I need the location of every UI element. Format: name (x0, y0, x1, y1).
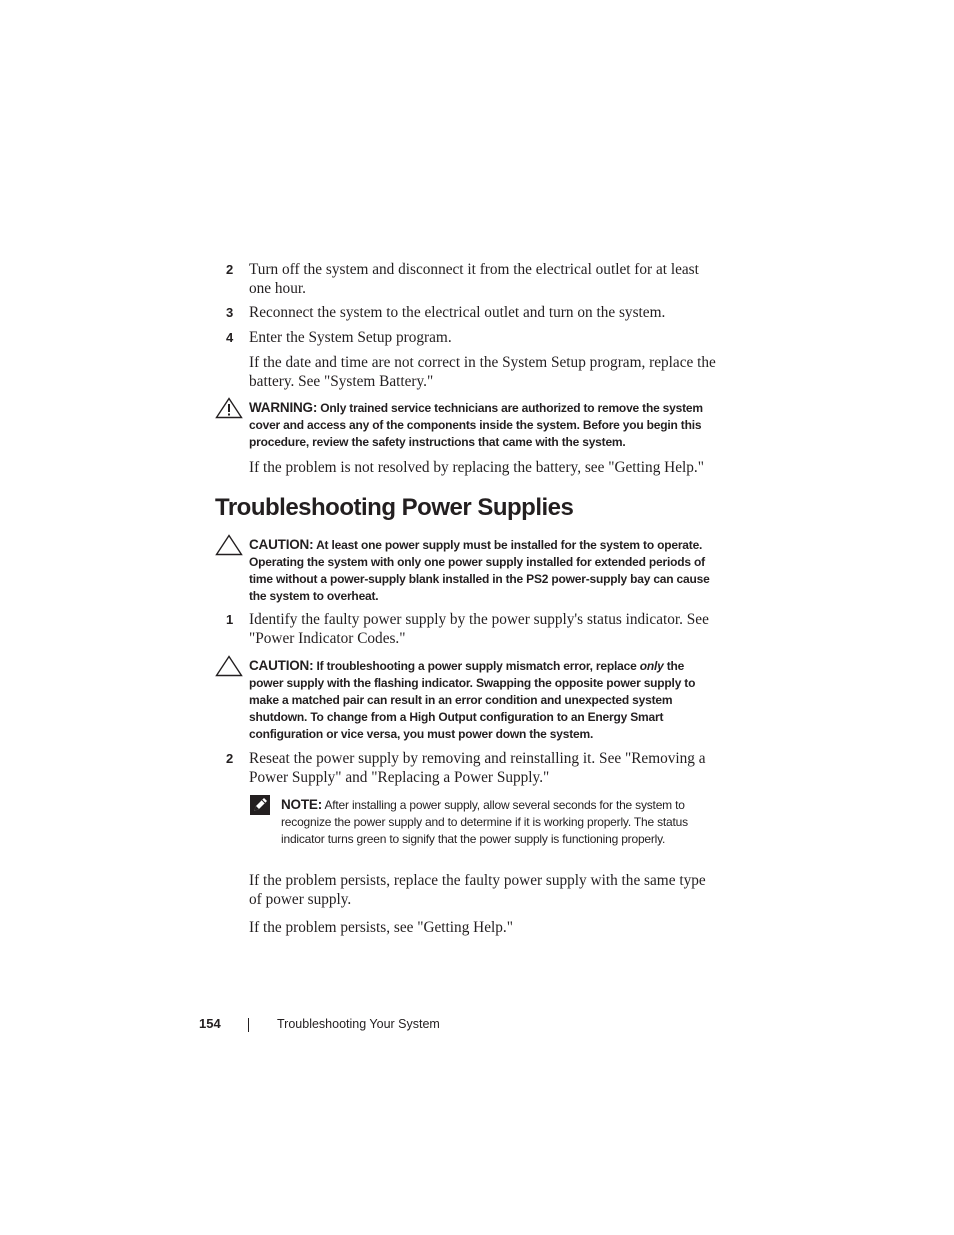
caution-text: At least one power supply must be installed for the system to operate. Operating the system with only one power supply installed for extended periods of time without a power-supply blank installed in the PS2 power-supply bay can cause the system to overheat. (249, 538, 710, 603)
step-text: Identify the faulty power supply by the power supply's status indicator. See "Power Indicator Codes." (249, 611, 709, 647)
persist-help-paragraph: If the problem persists, see "Getting Help." (249, 919, 513, 936)
step-number: 2 (226, 262, 234, 277)
caution-notice (249, 536, 717, 605)
caution-label: CAUTION: (249, 658, 314, 673)
caution-text: If troubleshooting a power supply mismatch error, replace (316, 659, 637, 673)
step-text: Reconnect the system to the electrical outlet and turn on the system. (249, 304, 666, 321)
caution-triangle-icon (215, 655, 243, 677)
step-text: Enter the System Setup program. (249, 329, 452, 346)
note-text: After installing a power supply, allow several seconds for the system to recognize the power supply and to determine if it is working properly. The status indicator turns green to signify that the power supply is functioning properly. (281, 798, 688, 846)
caution-text-continued: the power supply with the flashing indicator. Swapping the opposite power supply to make a matched pair can result in an error condition and unexpected system shutdown. To change from a High Output configuration to an Energy Smart configuration or vice versa, you must power down the system. (249, 659, 696, 741)
caution-label: CAUTION: (249, 537, 314, 552)
warning-notice (249, 399, 717, 451)
caution-triangle-icon (215, 534, 243, 556)
note-notice (281, 796, 717, 848)
section-title: Troubleshooting Power Supplies (215, 494, 574, 521)
caution-emphasis: only (639, 659, 664, 673)
persist-paragraph: If the problem persists, replace the faulty power supply with the same type of power supply. (249, 872, 706, 908)
step-text: Turn off the system and disconnect it from the electrical outlet for at least one hour. (249, 261, 699, 297)
chapter-title: Troubleshooting Your System (277, 1017, 440, 1031)
step-number: 4 (226, 330, 234, 345)
battery-paragraph: If the problem is not resolved by replacing the battery, see "Getting Help." (249, 459, 704, 476)
step-number: 3 (226, 305, 234, 320)
note-label: NOTE: (281, 797, 322, 812)
page-number: 154 (199, 1016, 221, 1031)
caution-notice (249, 657, 717, 743)
warning-triangle-icon (215, 397, 243, 419)
warning-label: WARNING: (249, 400, 318, 415)
footer-divider (248, 1018, 249, 1032)
step-text: Reseat the power supply by removing and reinstalling it. See "Removing a Power Supply" and "Replacing a Power Supply." (249, 750, 706, 786)
warning-text: Only trained service technicians are authorized to remove the system cover and access any of the components inside the system. Before you begin this procedure, review the safety instructions that came with the system. (249, 401, 703, 449)
step-number: 1 (226, 612, 234, 627)
date-paragraph: If the date and time are not correct in the System Setup program, replace the battery. See "System Battery." (249, 354, 716, 390)
note-pencil-icon (250, 795, 270, 815)
step-number: 2 (226, 751, 234, 766)
